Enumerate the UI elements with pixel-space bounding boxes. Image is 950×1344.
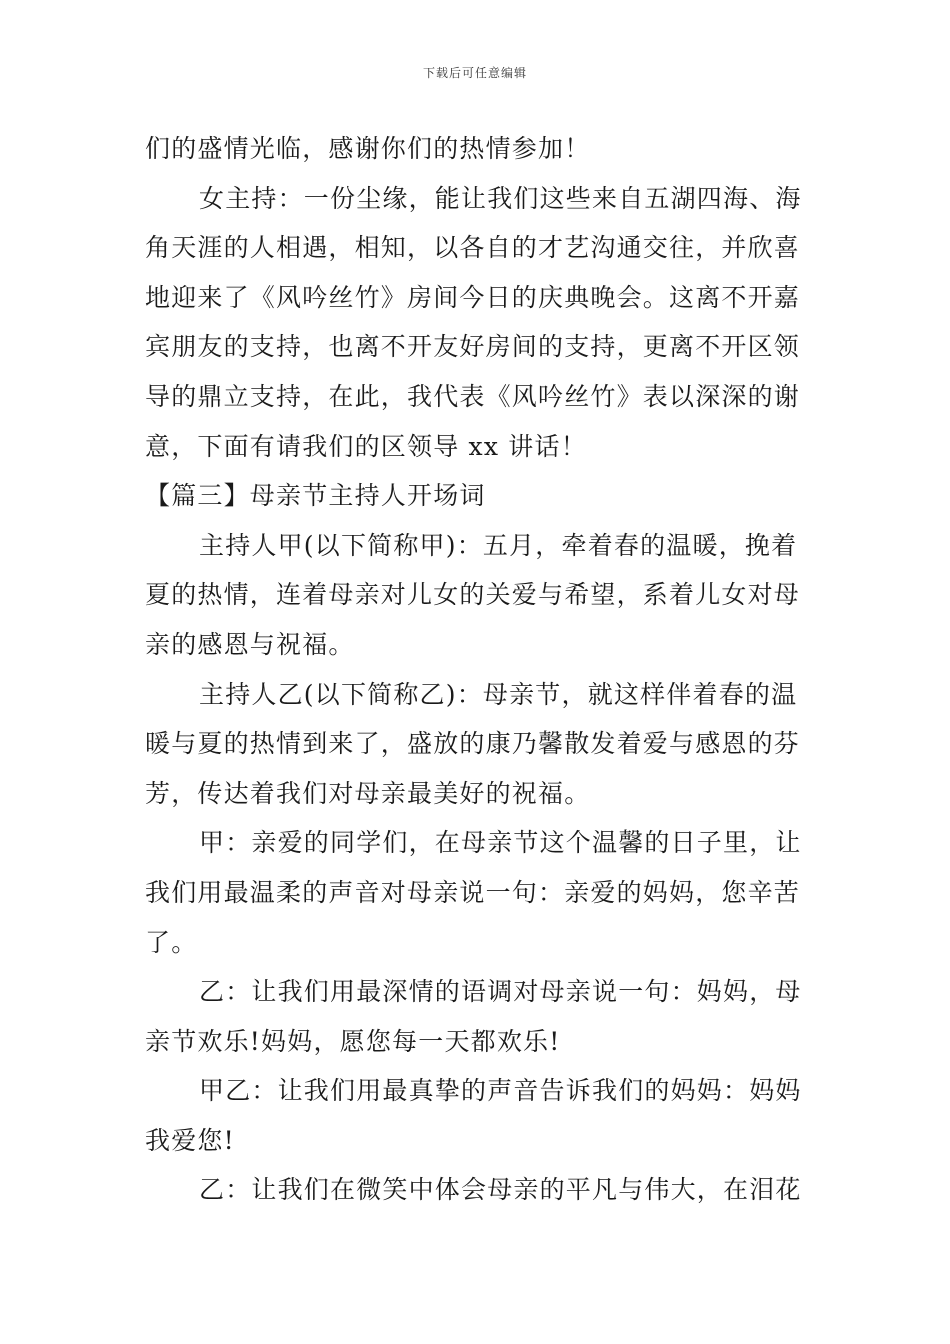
text-line: 暖与夏的热情到来了，盛放的康乃馨散发着爱与感恩的芬 bbox=[145, 729, 801, 759]
text-line: 甲：亲爱的同学们，在母亲节这个温馨的日子里，让 bbox=[199, 828, 802, 858]
text-line: 意，下面有请我们的区领导 xx 讲话！ bbox=[145, 431, 587, 461]
text-line: 宾朋友的支持，也离不开友好房间的支持，更离不开区领 bbox=[145, 332, 801, 362]
section-heading: 【篇三】母亲节主持人开场词 bbox=[145, 481, 486, 511]
page-header: 下载后可任意编辑 bbox=[422, 66, 527, 80]
text-line: 甲乙：让我们用最真挚的声音告诉我们的妈妈：妈妈 bbox=[199, 1076, 802, 1106]
text-line: 芳，传达着我们对母亲最美好的祝福。 bbox=[145, 778, 591, 808]
text-line: 地迎来了《风吟丝竹》房间今日的庆典晚会。这离不开嘉 bbox=[145, 282, 801, 312]
text-line: 导的鼎立支持，在此，我代表《风吟丝竹》表以深深的谢 bbox=[145, 381, 801, 411]
text-line: 了。 bbox=[145, 927, 198, 957]
text-line: 亲节欢乐!妈妈，愿您每一天都欢乐! bbox=[145, 1026, 561, 1056]
text-line: 主持人乙(以下简称乙)：母亲节，就这样伴着春的温 bbox=[199, 679, 798, 709]
document-body bbox=[145, 124, 807, 1215]
text-line: 乙：让我们在微笑中体会母亲的平凡与伟大，在泪花 bbox=[199, 1175, 802, 1205]
text-line: 我爱您! bbox=[145, 1125, 235, 1155]
text-line: 亲的感恩与祝福。 bbox=[145, 629, 355, 659]
text-line: 乙：让我们用最深情的语调对母亲说一句：妈妈，母 bbox=[199, 977, 802, 1007]
text-line: 角天涯的人相遇，相知，以各自的才艺沟通交往，并欣喜 bbox=[145, 233, 801, 263]
text-line: 们的盛情光临，感谢你们的热情参加！ bbox=[145, 134, 591, 163]
text-line: 我们用最温柔的声音对母亲说一句：亲爱的妈妈，您辛苦 bbox=[145, 877, 801, 907]
text-line: 女主持：一份尘缘，能让我们这些来自五湖四海、海 bbox=[199, 183, 802, 213]
text-line: 夏的热情，连着母亲对儿女的关爱与希望，系着儿女对母 bbox=[145, 580, 801, 610]
text-line: 主持人甲(以下简称甲)：五月，牵着春的温暖，挽着 bbox=[199, 530, 798, 560]
